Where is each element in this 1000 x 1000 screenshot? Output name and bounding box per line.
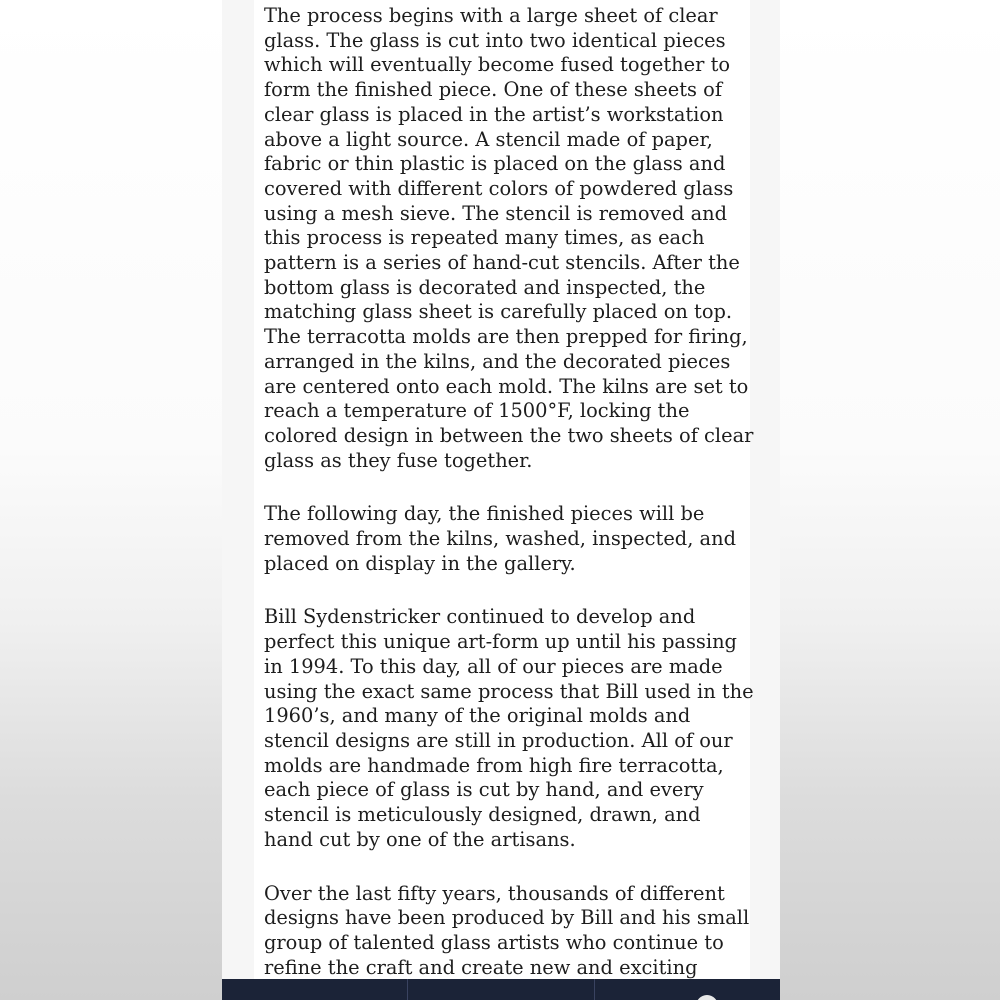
right-background bbox=[780, 0, 1000, 1000]
paragraph-fifty-years: Over the last fifty years, thousands of different designs have been produced by Bill and his small group of talented glass artists who continue to refine the craft and create new and exciting bbox=[264, 881, 750, 979]
paragraph-process: The process begins with a large sheet of clear glass. The glass is cut into two identical pieces which will eventually become fused together to form the finished piece. One of these sheets of clear glass is placed in the artist’s workstation above a light source. A stencil made of paper, fabric or thin plastic is placed on the glass and covered with different colors of powdered glass using a mesh sieve. The stencil is removed and this process is repeated many times, as each pattern is a series of hand-cut stencils. After the bottom glass is decorated and inspected, the matching glass sheet is carefully placed on top. The terracotta molds are then prepped for firing, arranged in the kilns, and the decorated pieces are centered onto each mold. The kilns are set to reach a temperature of 1500°F, locking the colored design in between the two sheets of clear glass as they fuse together. bbox=[264, 4, 754, 472]
bottom-nav-item-2[interactable] bbox=[408, 979, 594, 1000]
bottom-nav-item-3[interactable] bbox=[595, 979, 780, 1000]
bottom-nav-item-1[interactable] bbox=[222, 979, 408, 1000]
nav-circle-icon bbox=[696, 995, 718, 1000]
mobile-screen bbox=[222, 0, 780, 1000]
left-background bbox=[0, 0, 222, 1000]
paragraph-following-day: The following day, the finished pieces will be removed from the kilns, washed, inspected, and placed on display in the gallery. bbox=[264, 502, 736, 575]
article-body bbox=[264, 4, 754, 1000]
bottom-navigation-bar bbox=[222, 979, 780, 1000]
paragraph-bill-sydenstricker: Bill Sydenstricker continued to develop and perfect this unique art-form up until his passing in 1994. To this day, all of our pieces are made using the exact same process that Bill used in the 1960’s, and many of the original molds and stencil designs are still in production. All of our molds are handmade from high fire terracotta, each piece of glass is cut by hand, and every stencil is meticulously designed, drawn, and hand cut by one of the artisans. bbox=[264, 605, 754, 851]
